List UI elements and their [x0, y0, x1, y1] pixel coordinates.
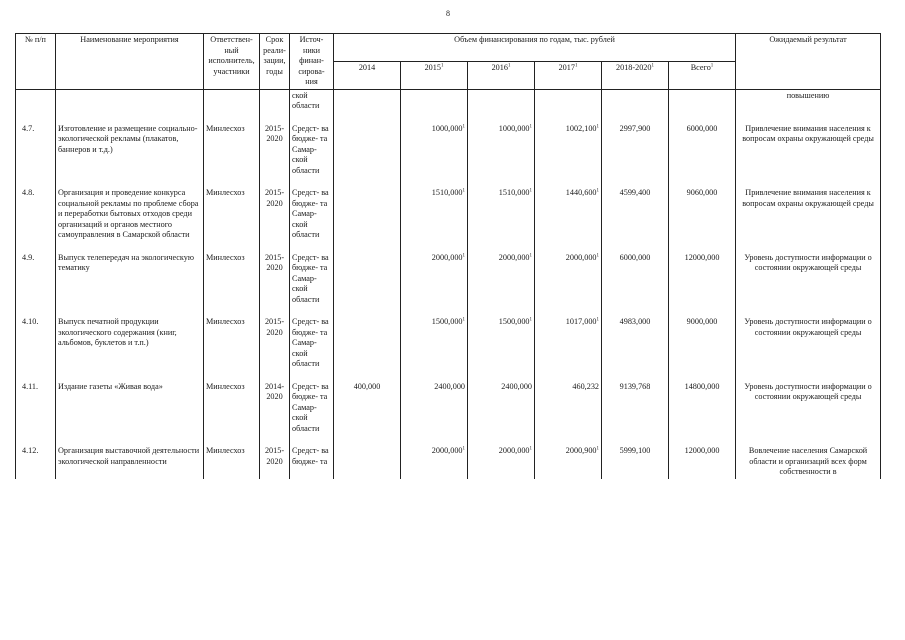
row-2014: 400,000: [334, 381, 401, 436]
page-number: 8: [446, 9, 450, 18]
row-executor: Минлесхоз: [204, 252, 260, 307]
row-number: 4.7.: [16, 123, 56, 178]
row-result: Привлечение внимания населения к вопросам охраны окружающей среды: [736, 123, 881, 178]
row-term: 2015-2020: [260, 252, 290, 307]
row-name: Изготовление и размещение социально-экологической рекламы (плакатов, баннеров и т.д.): [56, 123, 204, 178]
row-name: Организация выставочной деятельности экологической направленности: [56, 445, 204, 479]
row-2015: 1000,000$^1$: [401, 123, 468, 178]
row-2018-2020: 2997,900: [602, 123, 669, 178]
row-2018-2020: 6000,000: [602, 252, 669, 307]
row-name: Выпуск телепередач на экологическую тематику: [56, 252, 204, 307]
row-number: 4.10.: [16, 316, 56, 371]
row-name: Организация и проведение конкурса социальной рекламы по проблеме сбора и переработки бытовых отходов среди организаций и органов местного самоуправления в Самарской области: [56, 187, 204, 242]
row-2014: [334, 187, 401, 242]
row-2018-2020: 5999,100: [602, 445, 669, 479]
row-term: 2015-2020: [260, 316, 290, 371]
row-2018-2020: 4983,000: [602, 316, 669, 371]
row-2014: [334, 252, 401, 307]
row-2014: [334, 445, 401, 479]
header-year: 2016$^1$: [468, 61, 535, 89]
row-number: 4.12.: [16, 445, 56, 479]
table-row: [16, 187, 881, 242]
row-source: Средст- ва бюдже- та Самар- ской области: [290, 252, 334, 307]
table-row: [16, 445, 881, 479]
row-total: 12000,000: [669, 252, 736, 307]
row-source: Средст- ва бюдже- та Самар- ской области: [290, 187, 334, 242]
row-2015: 1510,000$^1$: [401, 187, 468, 242]
row-2016: 2000,000$^1$: [468, 252, 535, 307]
row-2016: 1000,000$^1$: [468, 123, 535, 178]
row-result: Уровень доступности информации о состоянии окружающей среды: [736, 252, 881, 307]
row-result: Вовлечение населения Самарской области и организаций всех форм собственности в: [736, 445, 881, 479]
row-2017: 2000,900$^1$: [535, 445, 602, 479]
continuation-row: [16, 89, 881, 113]
row-2017: 1002,100$^1$: [535, 123, 602, 178]
row-total: 9000,000: [669, 316, 736, 371]
row-source: Средст- ва бюдже- та Самар- ской области: [290, 123, 334, 178]
row-2017: 1440,600$^1$: [535, 187, 602, 242]
header-source: Источ- ники финан- сирова- ния: [290, 34, 334, 90]
row-2014: [334, 123, 401, 178]
row-2017: 1017,000$^1$: [535, 316, 602, 371]
row-source: Средст- ва бюдже- та Самар- ской области: [290, 316, 334, 371]
row-total: 6000,000: [669, 123, 736, 178]
row-2016: 2000,000$^1$: [468, 445, 535, 479]
header-year: 2018-2020$^1$: [602, 61, 669, 89]
row-term: 2015-2020: [260, 123, 290, 178]
row-name: Издание газеты «Живая вода»: [56, 381, 204, 436]
row-total: 9060,000: [669, 187, 736, 242]
row-2018-2020: 4599,400: [602, 187, 669, 242]
row-2016: 1510,000$^1$: [468, 187, 535, 242]
row-name: Выпуск печатной продукции экологического содержания (книг, альбомов, буклетов и т.п.): [56, 316, 204, 371]
row-executor: Минлесхоз: [204, 381, 260, 436]
header-term: Срок реали- зации, годы: [260, 34, 290, 90]
row-executor: Минлесхоз: [204, 445, 260, 479]
row-source: Средст- ва бюдже- та Самар- ской области: [290, 381, 334, 436]
row-2016: 2400,000: [468, 381, 535, 436]
header-num: № п/п: [16, 34, 56, 90]
row-executor: Минлесхоз: [204, 187, 260, 242]
row-number: 4.8.: [16, 187, 56, 242]
row-2018-2020: 9139,768: [602, 381, 669, 436]
row-total: 12000,000: [669, 445, 736, 479]
row-2017: 460,232: [535, 381, 602, 436]
header-year: 2015$^1$: [401, 61, 468, 89]
row-number: 4.9.: [16, 252, 56, 307]
row-2014: [334, 316, 401, 371]
table-row: [16, 381, 881, 436]
header-year: Всего$^1$: [669, 61, 736, 89]
row-total: 14800,000: [669, 381, 736, 436]
row-2017: 2000,000$^1$: [535, 252, 602, 307]
row-result: Привлечение внимания населения к вопросам охраны окружающей среды: [736, 187, 881, 242]
row-2015: 2400,000: [401, 381, 468, 436]
row-term: 2014-2020: [260, 381, 290, 436]
header-funding: Объем финансирования по годам, тыс. рублей: [334, 34, 736, 62]
row-executor: Минлесхоз: [204, 123, 260, 178]
row-number: 4.11.: [16, 381, 56, 436]
row-2015: 2000,000$^1$: [401, 252, 468, 307]
row-executor: Минлесхоз: [204, 316, 260, 371]
header-year: 2014: [334, 61, 401, 89]
header-result: Ожидаемый результат: [736, 34, 881, 90]
header-year: 2017$^1$: [535, 61, 602, 89]
row-result: Уровень доступности информации о состоянии окружающей среды: [736, 316, 881, 371]
row-2015: 1500,000$^1$: [401, 316, 468, 371]
table-row: [16, 123, 881, 178]
continuation-result: повышению: [736, 89, 881, 113]
table-row: [16, 316, 881, 371]
row-term: 2015-2020: [260, 187, 290, 242]
table-row: [16, 252, 881, 307]
continuation-source: ской области: [290, 89, 334, 113]
row-2016: 1500,000$^1$: [468, 316, 535, 371]
funding-table: [15, 33, 881, 479]
row-term: 2015-2020: [260, 445, 290, 479]
row-result: Уровень доступности информации о состоянии окружающей среды: [736, 381, 881, 436]
header-executor: Ответствен- ный исполнитель, участники: [204, 34, 260, 90]
row-2015: 2000,000$^1$: [401, 445, 468, 479]
row-source: Средст- ва бюдже- та: [290, 445, 334, 479]
header-name: Наименование мероприятия: [56, 34, 204, 90]
